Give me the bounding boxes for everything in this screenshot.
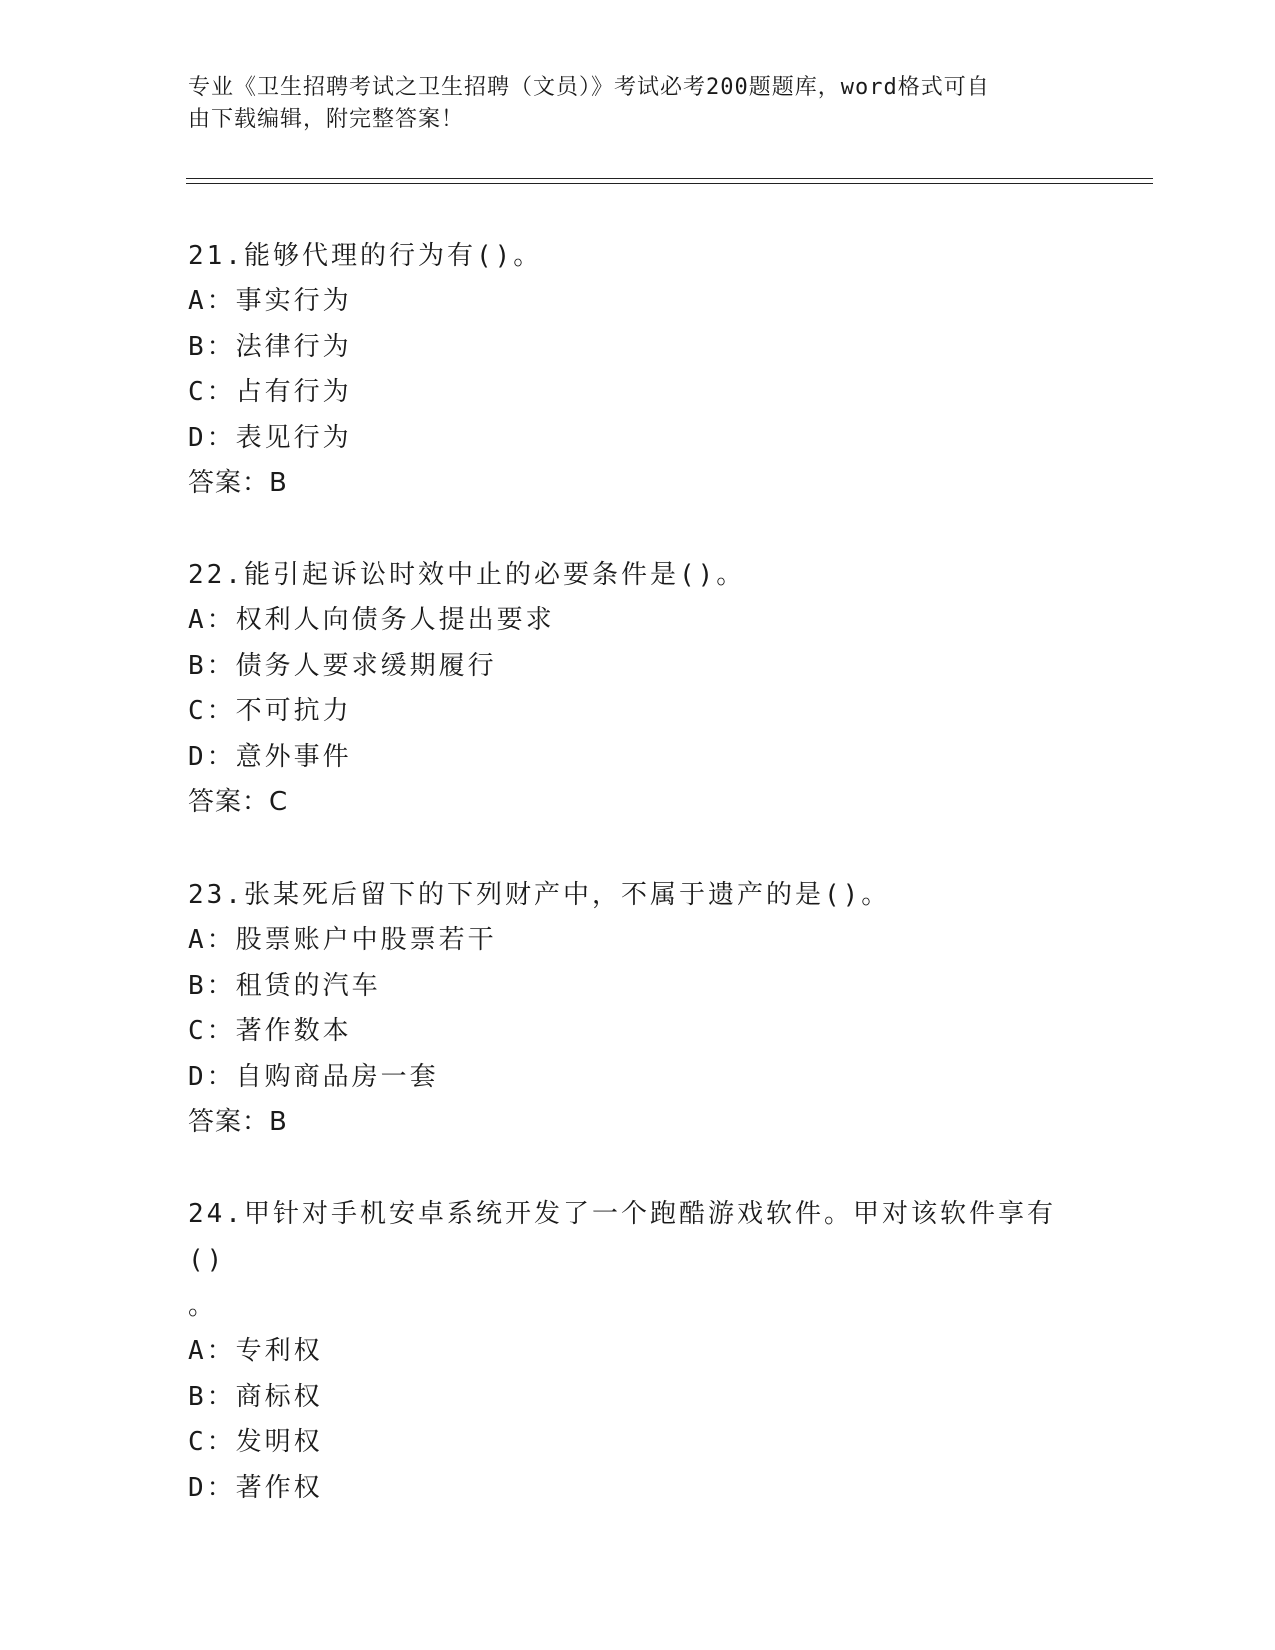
header-line-1: 专业《卫生招聘考试之卫生招聘（文员）》考试必考200题题库，word格式可自	[188, 75, 990, 100]
option-a: A：权利人向债务人提出要求	[188, 605, 555, 635]
option-d: D：意外事件	[188, 741, 352, 772]
option-d: D：著作权	[188, 1472, 323, 1503]
header-divider-bottom	[186, 183, 1153, 184]
option-c: C：不可抗力	[188, 696, 352, 726]
option-b: B：法律行为	[188, 331, 352, 362]
answer-text: 答案：B	[188, 1107, 288, 1137]
option-d: D：表见行为	[188, 422, 352, 453]
option-c: C：占有行为	[188, 377, 352, 407]
answer-text: 答案：B	[188, 468, 288, 498]
option-b: B：租赁的汽车	[188, 970, 381, 1001]
question-stem: 23.张某死后留下的下列财产中，不属于遗产的是()。	[188, 880, 891, 910]
document-header	[188, 72, 1068, 136]
option-b: B：商标权	[188, 1381, 323, 1412]
header-line-2: 由下载编辑，附完整答案！	[188, 107, 465, 132]
question-21	[188, 233, 1088, 505]
option-a: A：事实行为	[188, 286, 352, 316]
option-d: D：自购商品房一套	[188, 1061, 439, 1092]
question-stem: 22.能引起诉讼时效中止的必要条件是()。	[188, 560, 746, 590]
question-stem-line-2: 。	[188, 1291, 218, 1321]
option-a: A：专利权	[188, 1336, 323, 1366]
question-stem: 21.能够代理的行为有()。	[188, 241, 543, 271]
option-a: A：股票账户中股票若干	[188, 925, 497, 955]
option-b: B：债务人要求缓期履行	[188, 650, 497, 681]
option-c: C：发明权	[188, 1427, 323, 1457]
answer-text: 答案：C	[188, 787, 289, 817]
question-23	[188, 872, 1088, 1144]
question-24	[188, 1191, 1088, 1511]
question-22	[188, 552, 1088, 824]
question-stem-line-1: 24.甲针对手机安卓系统开发了一个跑酷游戏软件。甲对该软件享有()	[188, 1199, 1056, 1275]
header-divider-top	[186, 178, 1153, 179]
option-c: C：著作数本	[188, 1016, 352, 1046]
